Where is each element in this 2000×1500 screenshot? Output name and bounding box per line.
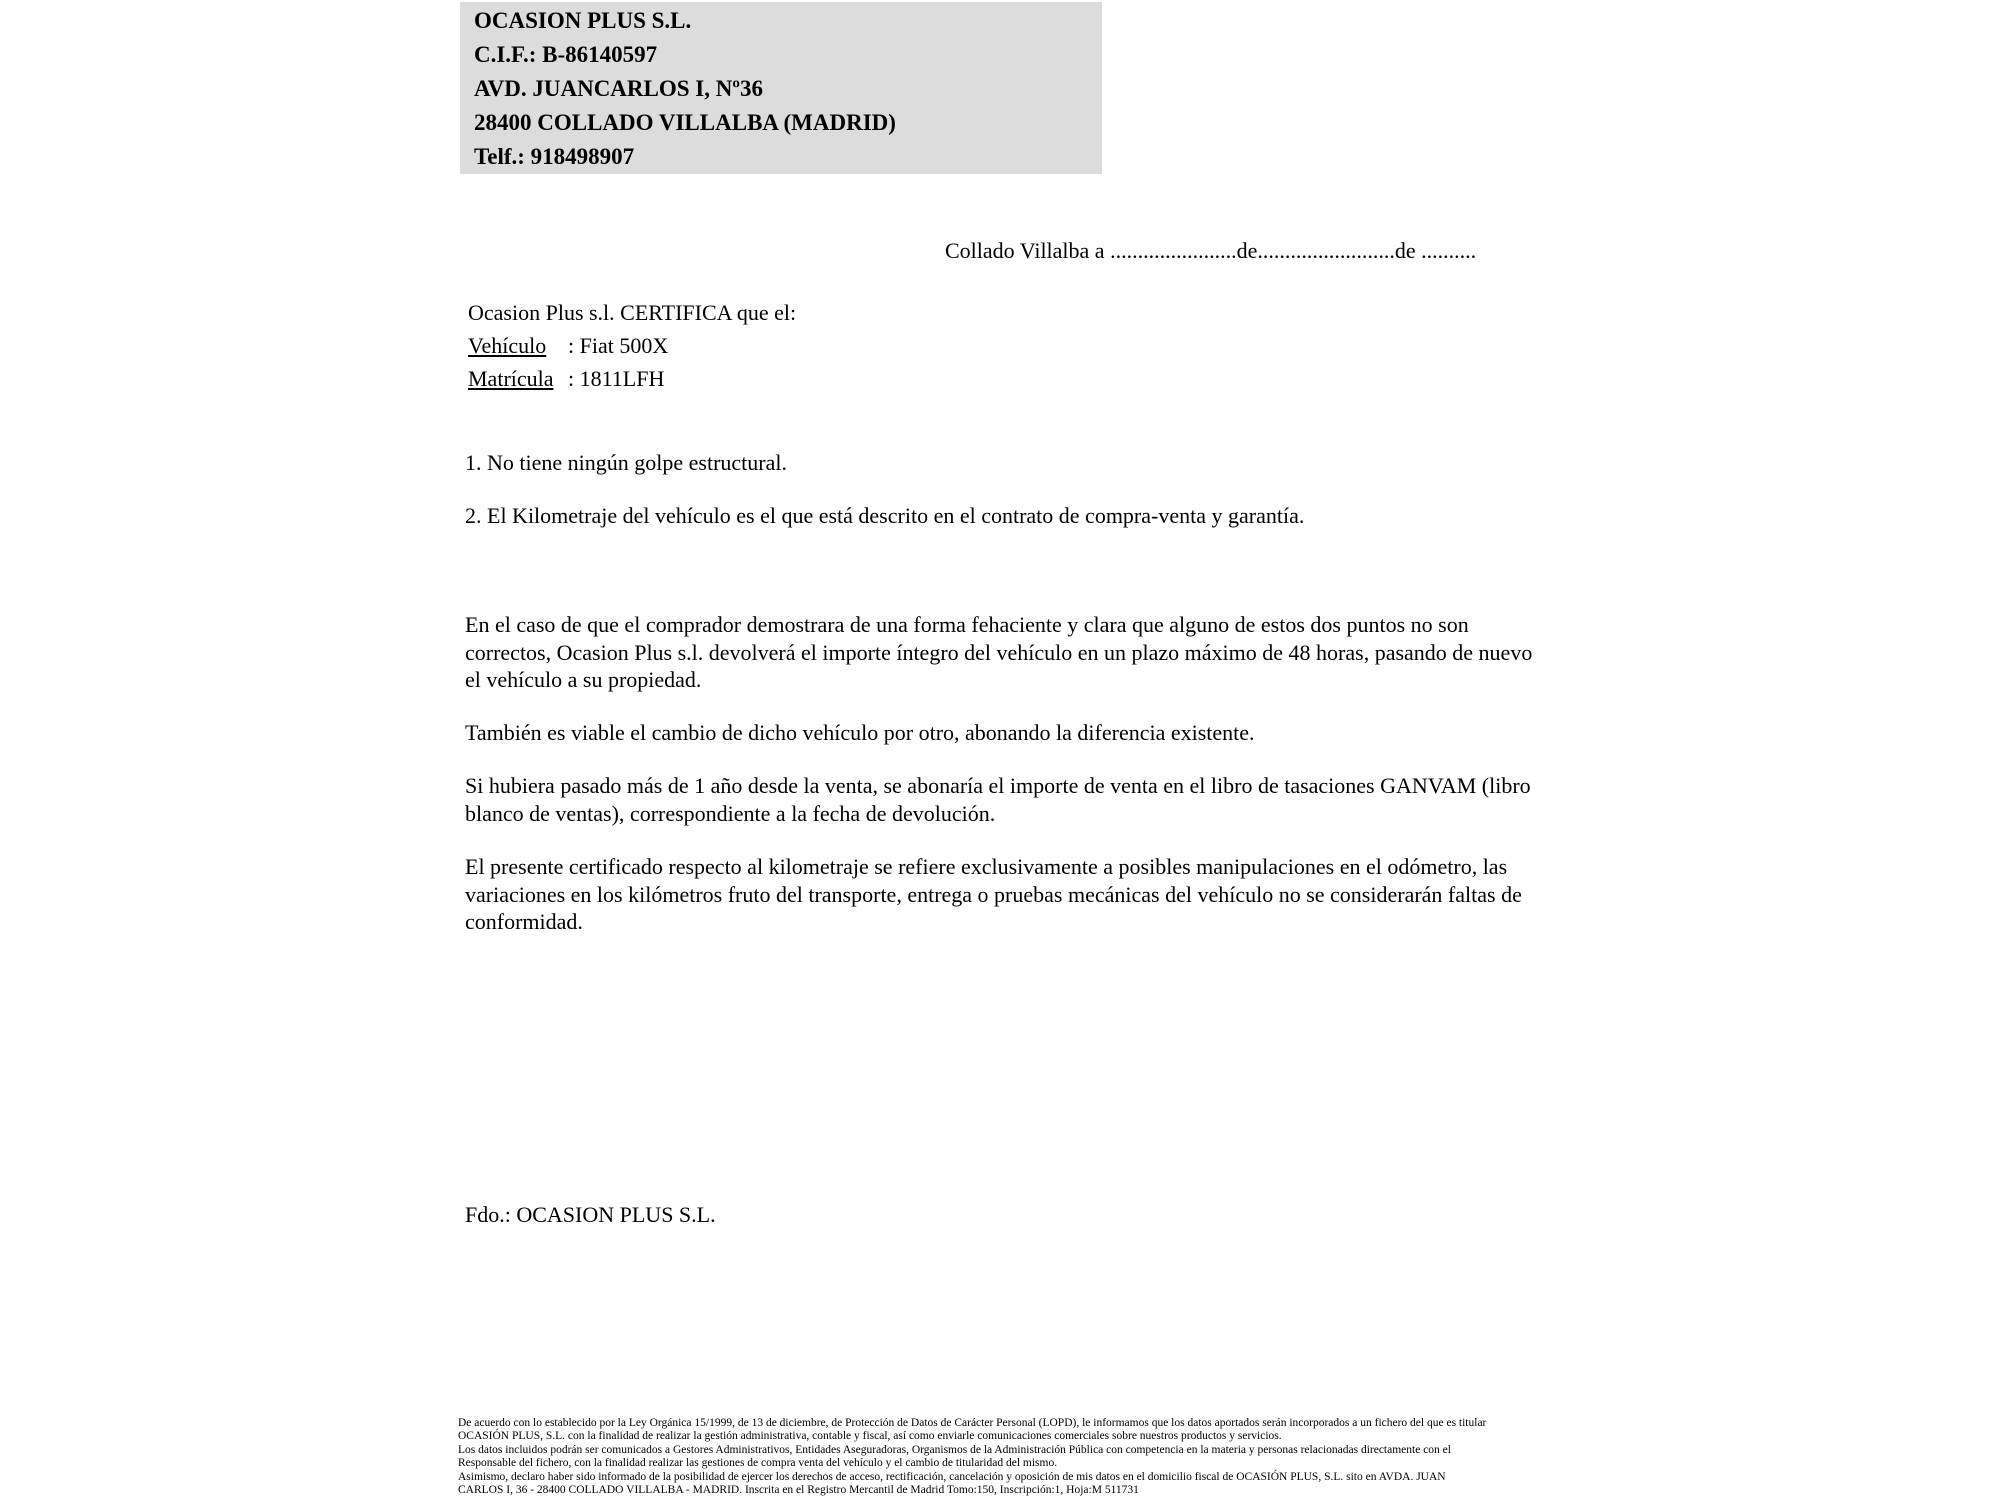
legal-footer-line: CARLOS I, 36 - 28400 COLLADO VILLALBA - MADRID. Inscrita en el Registro Mercantil de Madrid Tomo:150, Inscripción:1, Hoja:M 511731 xyxy=(458,1484,1139,1497)
company-name: OCASION PLUS S.L. xyxy=(474,8,692,33)
date-line: Collado Villalba a .......................de.........................de .......... xyxy=(945,238,1477,263)
paragraph-ganvam-valuation: Si hubiera pasado más de 1 año desde la venta, se abonaría el importe de venta en el libro de tasaciones GANVAM (libro blanco de ventas), correspondiente a la fecha de devolución. xyxy=(465,773,1531,826)
legal-footer-line: Asimismo, declaro haber sido informado de la posibilidad de ejercer los derechos de acceso, rectificación, cancelación y oposición de mis datos en el domicilio fiscal de OCASIÓN PLUS, S.L. sito en AVDA. JUAN xyxy=(458,1470,1446,1483)
company-city: 28400 COLLADO VILLALBA (MADRID) xyxy=(474,110,896,135)
certification-intro: Ocasion Plus s.l. CERTIFICA que el: xyxy=(468,300,797,325)
plate-field xyxy=(468,362,796,395)
paragraph-vehicle-exchange: También es viable el cambio de dicho vehículo por otro, abonando la diferencia existente. xyxy=(465,720,1255,745)
vehicle-value: : Fiat 500X xyxy=(568,333,669,358)
company-header-box xyxy=(460,2,1102,174)
legal-footer-line: De acuerdo con lo establecido por la Ley Orgánica 15/1999, de 13 de diciembre, de Protección de Datos de Carácter Personal (LOPD), le informamos que los datos aportados serán incorporados a un fichero del que es titular xyxy=(458,1417,1487,1429)
vehicle-field xyxy=(468,329,796,362)
company-cif: C.I.F.: B-86140597 xyxy=(474,42,658,67)
vehicle-label: Vehículo xyxy=(468,333,547,358)
certification-block xyxy=(468,296,796,395)
company-address: AVD. JUANCARLOS I, Nº36 xyxy=(474,76,763,101)
legal-footer-line: OCASIÓN PLUS, S.L. con la finalidad de realizar la gestión administrativa, contable y fiscal, así como enviarle comunicaciones comerciales sobre nuestros productos y servicios. xyxy=(458,1430,1282,1443)
legal-footer xyxy=(458,1417,1568,1497)
paragraph-refund-guarantee: En el caso de que el comprador demostrara de una forma fehaciente y clara que alguno de estos dos puntos no son correctos, Ocasion Plus s.l. devolverá el importe íntegro del vehículo en un plazo máximo de 48 horas, pasando de nuevo el vehículo a su propiedad. xyxy=(465,612,1533,692)
signature-line: Fdo.: OCASION PLUS S.L. xyxy=(465,1202,716,1227)
legal-footer-line: Responsable del fichero, con la finalidad realizar las gestiones de compra venta del vehículo y el cambio de titularidad del mismo. xyxy=(458,1457,1058,1470)
plate-label: Matrícula xyxy=(468,366,554,391)
company-phone: Telf.: 918498907 xyxy=(474,144,635,169)
plate-value: : 1811LFH xyxy=(568,366,665,391)
legal-footer-line: Los datos incluidos podrán ser comunicados a Gestores Administrativos, Entidades Aseguradoras, Organismos de la Administración Pública con competencia en la materia y personas relacionadas directamente con el xyxy=(458,1443,1451,1456)
paragraph-odometer-scope: El presente certificado respecto al kilometraje se refiere exclusivamente a posibles manipulaciones en el odómetro, las variaciones en los kilómetros fruto del transporte, entrega o pruebas mecánicas del vehículo no se considerarán faltas de conformidad. xyxy=(465,854,1522,934)
condition-1: 1. No tiene ningún golpe estructural. xyxy=(465,450,787,475)
condition-2: 2. El Kilometraje del vehículo es el que está descrito en el contrato de compra-venta y garantía. xyxy=(465,503,1305,528)
